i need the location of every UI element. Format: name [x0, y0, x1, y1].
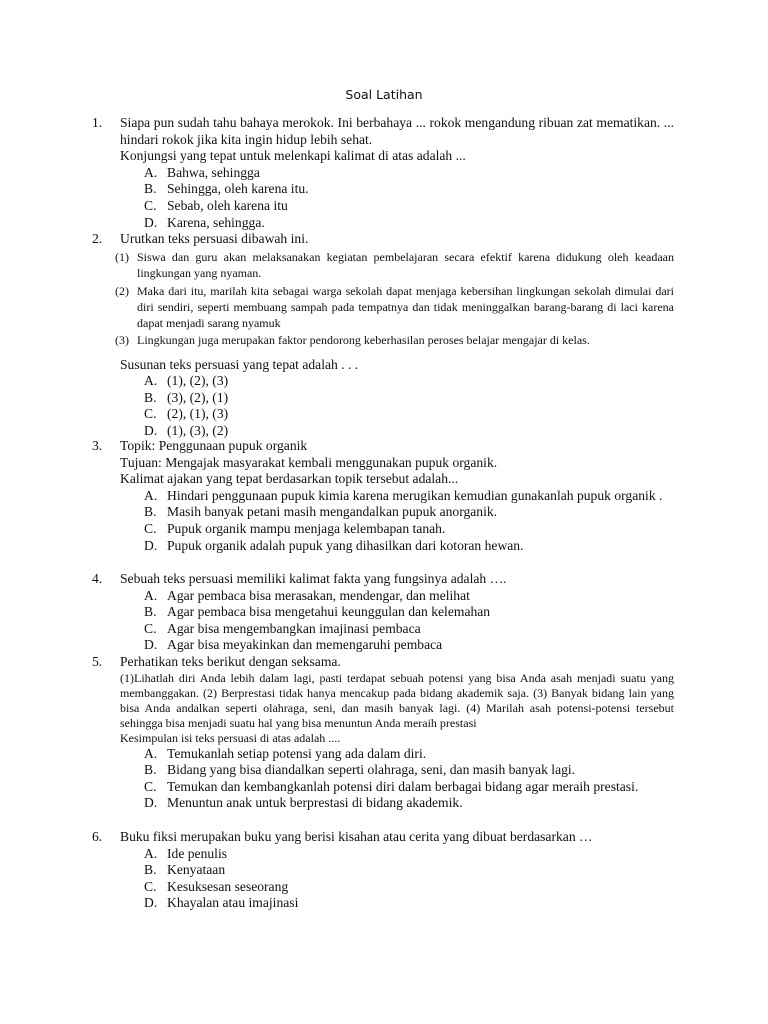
option-label: D.	[144, 214, 158, 230]
option-text: Temukan dan kembangkanlah potensi diri dalam berbagai bidang agar meraih prestasi.	[167, 778, 639, 794]
statement-text: Lingkungan juga merupakan faktor pendorong keberhasilan peroses belajar mengajar di kelas.	[137, 332, 590, 347]
question-1	[92, 115, 674, 231]
question-number: 6.	[92, 829, 103, 844]
option-a	[144, 373, 674, 390]
statement-text: Maka dari itu, marilah kita sebagai warga sekolah dapat menjaga kebersihan lingkungan sekolah dimulai dari diri sendiri, seperti membuang sampah pada tempatnya dan tidak meninggalkan barang-barang di laci karena dapat menjadi sarang nyamuk	[137, 283, 674, 330]
option-c	[144, 198, 674, 215]
option-text: Pupuk organik adalah pupuk yang dihasilkan dari kotoran hewan.	[167, 537, 524, 553]
option-a	[144, 588, 674, 605]
page-title: Soal Latihan	[345, 87, 423, 102]
option-label: B.	[144, 389, 157, 405]
question-2	[92, 231, 674, 440]
option-c	[144, 621, 674, 638]
question-goal: Tujuan: Mengajak masyarakat kembali menggunakan pupuk organik.	[120, 454, 498, 470]
option-text: Karena, sehingga.	[167, 214, 265, 230]
question-prompt: Kalimat ajakan yang tepat berdasarkan topik tersebut adalah...	[120, 471, 459, 487]
option-b	[144, 504, 674, 521]
option-a	[144, 746, 674, 763]
option-c	[144, 879, 674, 896]
question-prompt: Konjungsi yang tepat untuk melenkapi kalimat di atas adalah ...	[120, 148, 466, 164]
option-d	[144, 795, 674, 812]
question-text: Buku fiksi merupakan buku yang berisi kisahan atau cerita yang dibuat berdasarkan …	[120, 829, 593, 844]
option-label: D.	[144, 422, 158, 438]
option-label: A.	[144, 587, 158, 603]
option-text: Hindari penggunaan pupuk kimia karena merugikan kemudian gunakanlah pupuk organik .	[167, 487, 663, 503]
option-label: B.	[144, 604, 157, 620]
option-label: A.	[144, 487, 158, 503]
statement-2	[115, 283, 674, 331]
option-b	[144, 762, 674, 779]
option-d	[144, 895, 674, 912]
option-b	[144, 604, 674, 621]
option-text: Bidang yang bisa diandalkan seperti olahraga, seni, dan masih banyak lagi.	[167, 762, 576, 778]
question-text: Urutkan teks persuasi dibawah ini.	[120, 231, 309, 246]
option-text: Menuntun anak untuk berprestasi di bidang akademik.	[167, 795, 463, 811]
statement-3	[115, 332, 674, 348]
option-label: B.	[144, 862, 157, 878]
option-label: C.	[144, 406, 157, 422]
question-text: Siapa pun sudah tahu bahaya merokok. Ini berbahaya ... rokok mengandung ribuan zat mematikan. ... hindari rokok jika kita ingin hidup lebih sehat.	[120, 115, 674, 147]
option-label: D.	[144, 637, 158, 653]
option-a	[144, 846, 674, 863]
option-a	[144, 165, 674, 182]
option-label: A.	[144, 164, 158, 180]
option-text: (1), (2), (3)	[167, 373, 229, 389]
option-label: A.	[144, 373, 158, 389]
statement-label: (3)	[115, 332, 129, 347]
question-5	[92, 654, 674, 812]
option-label: C.	[144, 878, 157, 894]
option-text: Agar pembaca bisa merasakan, mendengar, dan melihat	[167, 587, 470, 603]
option-text: Agar pembaca bisa mengetahui keunggulan dan kelemahan	[167, 604, 491, 620]
option-c	[144, 406, 674, 423]
question-text: Topik: Penggunaan pupuk organik	[120, 438, 308, 453]
option-label: D.	[144, 895, 158, 911]
option-c	[144, 779, 674, 796]
question-text: Sebuah teks persuasi memiliki kalimat fakta yang fungsinya adalah ….	[120, 571, 507, 586]
option-label: C.	[144, 620, 157, 636]
option-label: C.	[144, 778, 157, 794]
option-text: (1), (3), (2)	[167, 422, 229, 438]
option-label: A.	[144, 745, 158, 761]
option-d	[144, 538, 674, 555]
option-c	[144, 521, 674, 538]
question-number: 2.	[92, 231, 103, 246]
option-text: Sehingga, oleh karena itu.	[167, 181, 309, 197]
option-label: C.	[144, 197, 157, 213]
option-text: Kesuksesan seseorang	[167, 878, 289, 894]
option-label: B.	[144, 504, 157, 520]
option-label: D.	[144, 795, 158, 811]
option-text: Agar bisa meyakinkan dan memengaruhi pembaca	[167, 637, 443, 653]
statement-label: (1)	[115, 249, 129, 264]
option-text: Bahwa, sehingga	[167, 164, 260, 180]
reading-passage: (1)Lihatlah diri Anda lebih dalam lagi, pasti terdapat sebuah potensi yang bisa Anda asah menjadi suatu yang membanggakan. (2) Berprestasi tidak hanya mencakup pada bidang akademik saja. (3) Banyak bidang lain yang bisa Anda andalkan seperti olahraga, seni, dan masih banyak lagi. (4) Marilah asah potensi-potensi tersebut sehingga bisa menjadi suatu hal yang bisa menuntun Anda meraih prestasi	[120, 670, 674, 730]
question-prompt: Susunan teks persuasi yang tepat adalah . . .	[120, 356, 359, 372]
option-text: Pupuk organik mampu menjaga kelembapan tanah.	[167, 520, 446, 536]
option-b	[144, 862, 674, 879]
statement-text: Siswa dan guru akan melaksanakan kegiatan pembelajaran secara efektif karena didukung oleh keadaan lingkungan yang nyaman.	[137, 249, 674, 280]
option-text: Temukanlah setiap potensi yang ada dalam diri.	[167, 745, 427, 761]
question-number: 5.	[92, 654, 103, 669]
question-6	[92, 829, 674, 912]
option-text: Kenyataan	[167, 862, 226, 878]
question-3	[92, 438, 674, 554]
option-text: Masih banyak petani masih mengandalkan pupuk anorganik.	[167, 504, 498, 520]
statement-1	[115, 249, 674, 281]
option-label: B.	[144, 181, 157, 197]
option-text: Sebab, oleh karena itu	[167, 197, 288, 213]
option-text: (3), (2), (1)	[167, 389, 229, 405]
option-label: A.	[144, 845, 158, 861]
option-text: (2), (1), (3)	[167, 406, 229, 422]
option-d	[144, 215, 674, 232]
question-4	[92, 571, 674, 654]
question-number: 1.	[92, 115, 103, 130]
option-b	[144, 390, 674, 407]
question-number: 3.	[92, 438, 103, 453]
question-number: 4.	[92, 571, 103, 586]
option-text: Khayalan atau imajinasi	[167, 895, 299, 911]
question-prompt: Kesimpulan isi teks persuasi di atas adalah ....	[120, 730, 341, 745]
question-text: Perhatikan teks berikut dengan seksama.	[120, 654, 341, 669]
option-a	[144, 488, 674, 505]
option-b	[144, 181, 674, 198]
option-text: Ide penulis	[167, 845, 228, 861]
option-label: D.	[144, 537, 158, 553]
option-text: Agar bisa mengembangkan imajinasi pembaca	[167, 620, 421, 636]
option-d	[144, 637, 674, 654]
option-label: B.	[144, 762, 157, 778]
option-label: C.	[144, 520, 157, 536]
statement-label: (2)	[115, 283, 129, 298]
